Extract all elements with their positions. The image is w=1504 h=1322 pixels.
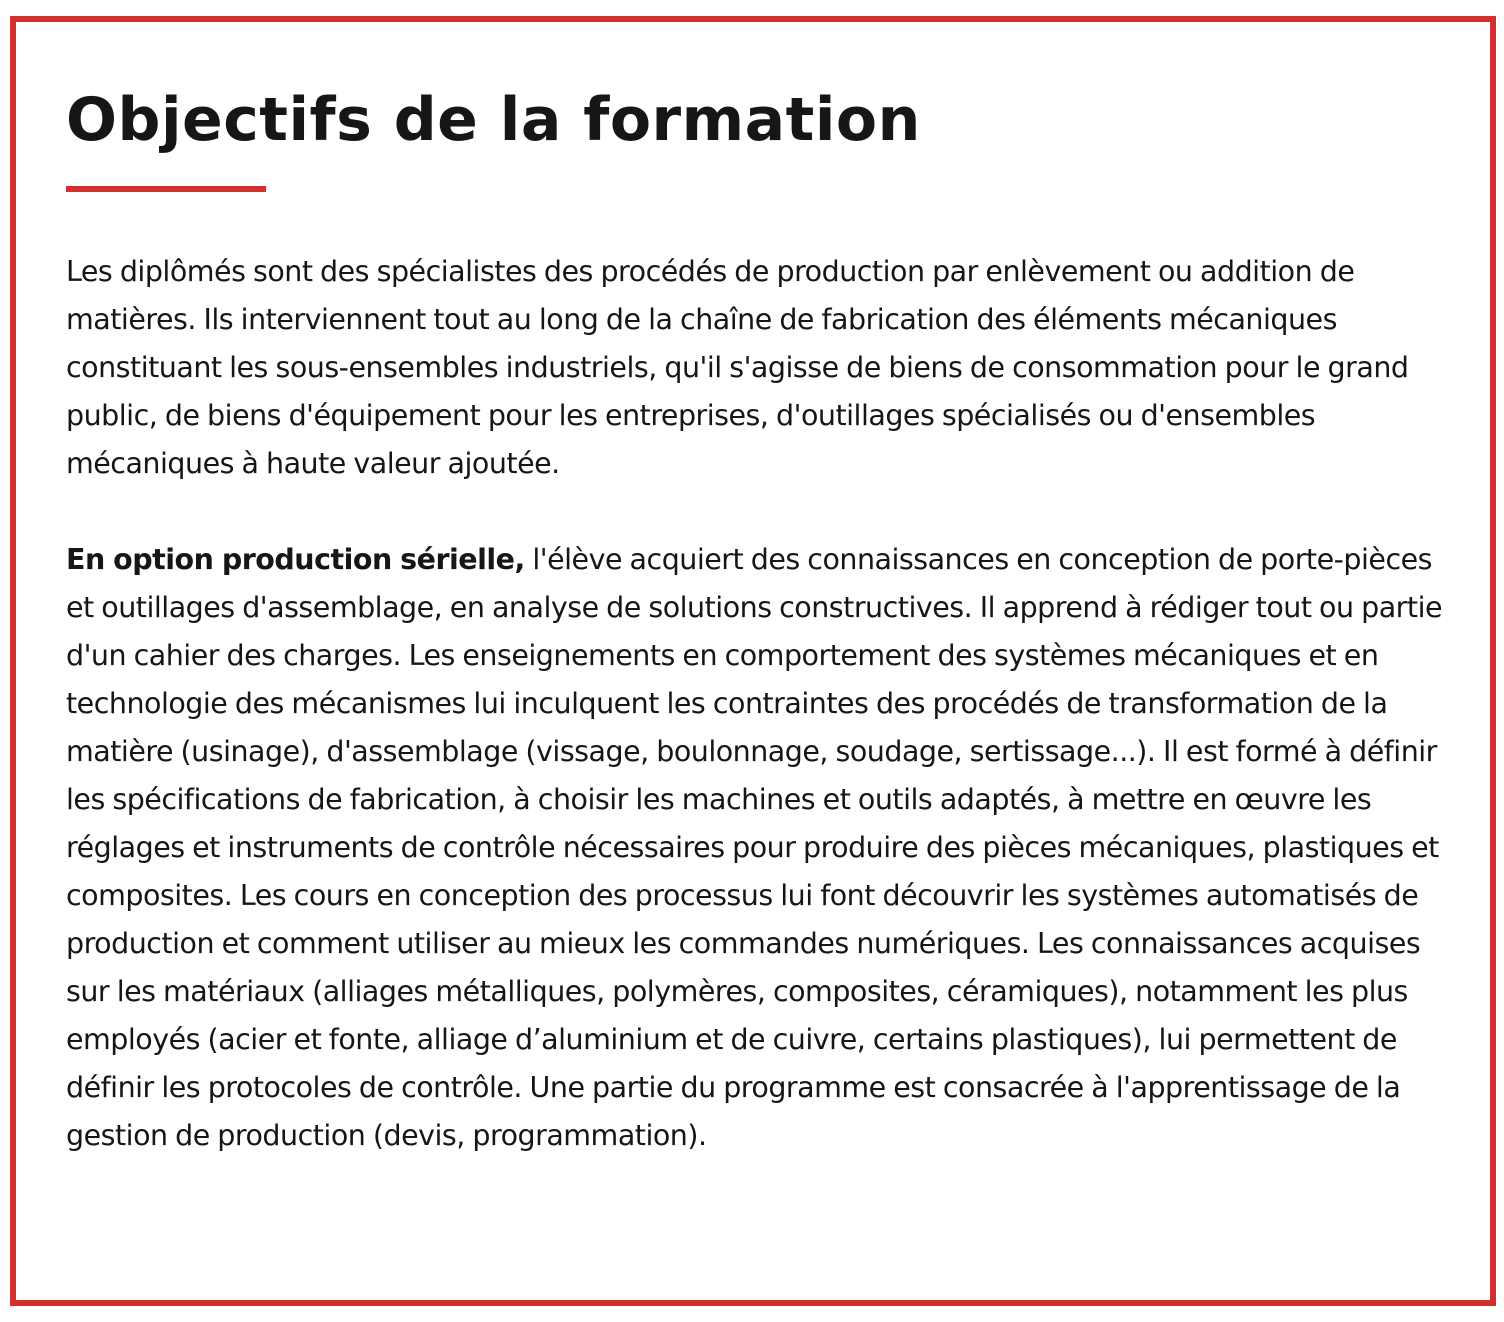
section-title: Objectifs de la formation [66, 85, 921, 155]
paragraph-option-serielle [66, 536, 1446, 1160]
objectives-card [10, 16, 1496, 1306]
paragraph-lead-bold: En option production sérielle, [66, 543, 525, 576]
title-accent-bar [66, 186, 266, 192]
paragraph-body: l'élève acquiert des connaissances en conception de porte-pièces et outillages d'assemblage, en analyse de solutions constructives. Il apprend à rédiger tout ou partie d'un cahier des charges. Les enseignements en comportement des systèmes mécaniques et en technologie des mécanismes lui inculquent les contraintes des procédés de transformation de la matière (usinage), d'assemblage (vissage, boulonnage, soudage, sertissage...). Il est formé à définir les spécifications de fabrication, à choisir les machines et outils adaptés, à mettre en œuvre les réglages et instruments de contrôle nécessaires pour produire des pièces mécaniques, plastiques et composites. Les cours en conception des processus lui font découvrir les systèmes automatisés de production et comment utiliser au mieux les commandes numériques. Les connaissances acquises sur les matériaux (alliages métalliques, polymères, composites, céramiques), notamment les plus employés (acier et fonte, alliage d’aluminium et de cuivre, certains plastiques), lui permettent de définir les protocoles de contrôle. Une partie du programme est consacrée à l'apprentissage de la gestion de production (devis, programmation). [66, 543, 1443, 1152]
paragraph-general: Les diplômés sont des spécialistes des procédés de production par enlèvement ou addition de matières. Ils interviennent tout au long de la chaîne de fabrication des éléments mécaniques constituant les sous-ensembles industriels, qu'il s'agisse de biens de consommation pour le grand public, de biens d'équipement pour les entreprises, d'outillages spécialisés ou d'ensembles mécaniques à haute valeur ajoutée. [66, 255, 1409, 480]
